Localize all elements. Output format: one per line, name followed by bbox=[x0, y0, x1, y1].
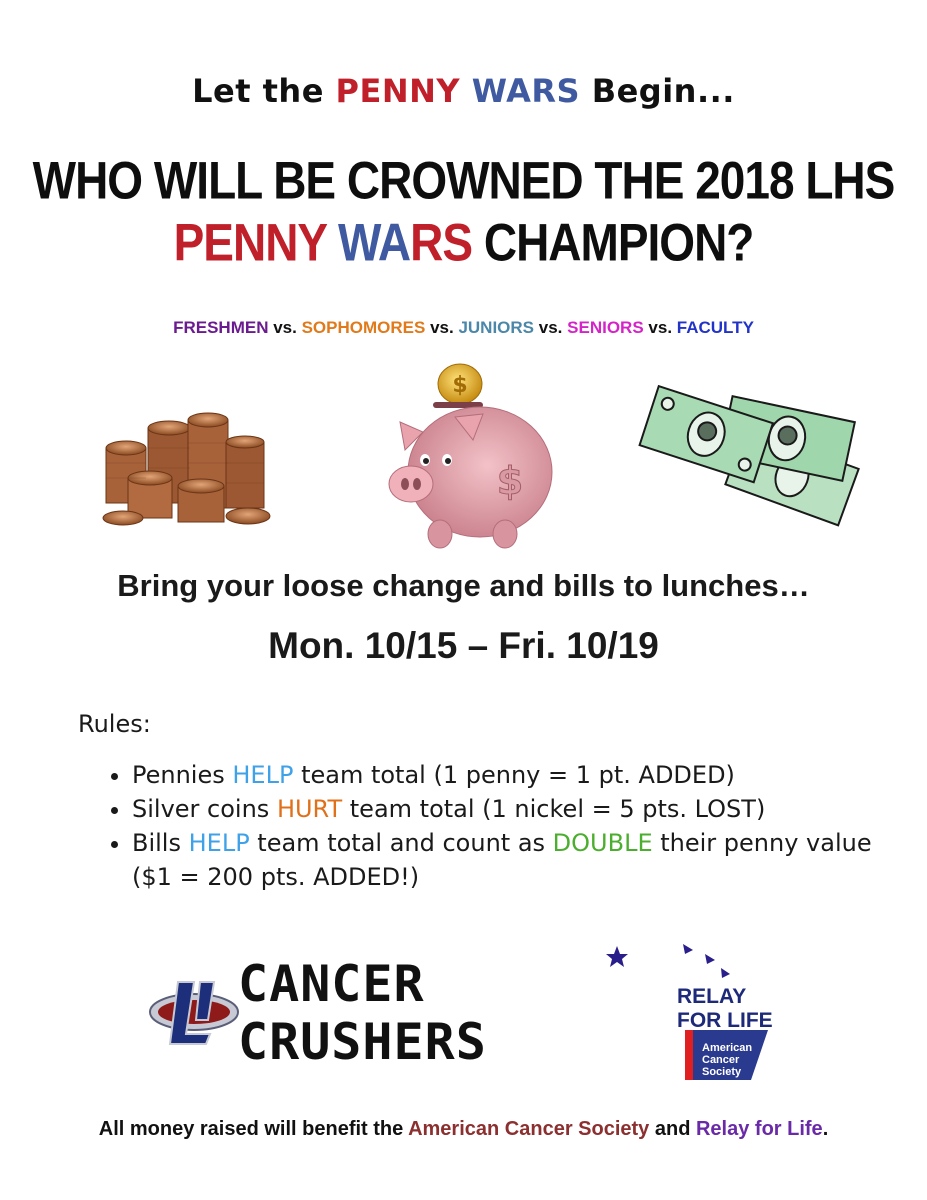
bring-change-line: Bring your loose change and bills to lunches… bbox=[117, 568, 810, 603]
tagline-wars: WARS bbox=[471, 72, 581, 110]
rule-help: HELP bbox=[232, 761, 294, 789]
rule-text: Pennies bbox=[132, 761, 233, 789]
teams-line bbox=[0, 318, 927, 338]
rule-pennies bbox=[132, 758, 892, 792]
dollar-bills-icon bbox=[635, 383, 860, 533]
acs-line: Cancer bbox=[702, 1054, 740, 1066]
crushers-word: CRUSHERS bbox=[238, 1013, 487, 1071]
headline-line-2 bbox=[0, 210, 927, 274]
piggy-bank-icon bbox=[375, 362, 555, 557]
rule-help: HELP bbox=[188, 829, 250, 857]
team-sophomores: SOPHOMORES bbox=[301, 318, 426, 337]
vs-label: vs. bbox=[538, 318, 563, 337]
relay-for-life-wordmark bbox=[677, 985, 773, 1033]
rules-title: Rules: bbox=[78, 710, 151, 738]
acs-badge bbox=[702, 1042, 752, 1078]
tagline-penny: PENNY bbox=[335, 72, 461, 110]
svg-text:$: $ bbox=[452, 373, 468, 398]
headline-line-1: WHO WILL BE CROWNED THE 2018 LHS bbox=[32, 150, 895, 210]
relay-word: RELAY bbox=[677, 985, 747, 1008]
rule-silver-coins bbox=[132, 792, 892, 826]
rule-hurt: HURT bbox=[276, 795, 343, 823]
tagline-space bbox=[460, 72, 472, 110]
rules-list bbox=[98, 758, 892, 894]
tagline-suffix: Begin... bbox=[580, 72, 735, 110]
cancer-word: CANCER bbox=[238, 955, 425, 1013]
for-life-word: FOR LIFE bbox=[677, 1009, 773, 1032]
headline-champion: CHAMPION? bbox=[472, 212, 754, 272]
footer-text: and bbox=[649, 1118, 696, 1140]
team-juniors: JUNIORS bbox=[458, 318, 535, 337]
rule-text: Bills bbox=[132, 829, 189, 857]
footer-text: . bbox=[822, 1118, 829, 1140]
lhs-logo-icon bbox=[148, 972, 240, 1052]
footer-rfl: Relay for Life bbox=[695, 1118, 823, 1140]
pennies-pile-icon bbox=[98, 408, 278, 533]
rule-bills bbox=[132, 826, 892, 894]
team-freshmen: FRESHMEN bbox=[173, 318, 269, 337]
team-seniors: SENIORS bbox=[567, 318, 644, 337]
cancer-crushers-logo bbox=[238, 955, 487, 1071]
rule-text: team total (1 penny = 1 pt. ADDED) bbox=[293, 761, 735, 789]
vs-label: vs. bbox=[430, 318, 454, 337]
dates-line: Mon. 10/15 – Fri. 10/19 bbox=[268, 625, 659, 666]
vs-label: vs. bbox=[273, 318, 297, 337]
acs-line: Society bbox=[702, 1066, 742, 1078]
footer-note bbox=[0, 1118, 927, 1141]
rule-text: team total and count as bbox=[249, 829, 553, 857]
acs-line: American bbox=[702, 1042, 753, 1054]
svg-text:$: $ bbox=[496, 459, 524, 503]
rule-text: Silver coins bbox=[132, 795, 277, 823]
headline-wa: WA bbox=[338, 212, 411, 272]
footer-acs: American Cancer Society bbox=[408, 1118, 650, 1140]
headline-penny: PENNY bbox=[173, 212, 327, 272]
tagline-prefix: Let the bbox=[192, 72, 336, 110]
team-faculty: FACULTY bbox=[676, 318, 754, 337]
rule-double: DOUBLE bbox=[552, 829, 653, 857]
footer-text: All money raised will benefit the bbox=[98, 1118, 409, 1140]
vs-label: vs. bbox=[648, 318, 673, 337]
rule-text: team total (1 nickel = 5 pts. LOST) bbox=[342, 795, 766, 823]
rule-text: their penny value ($1 = 200 pts. ADDED!) bbox=[132, 829, 872, 891]
tagline bbox=[0, 72, 927, 110]
headline-rs: RS bbox=[410, 212, 473, 272]
